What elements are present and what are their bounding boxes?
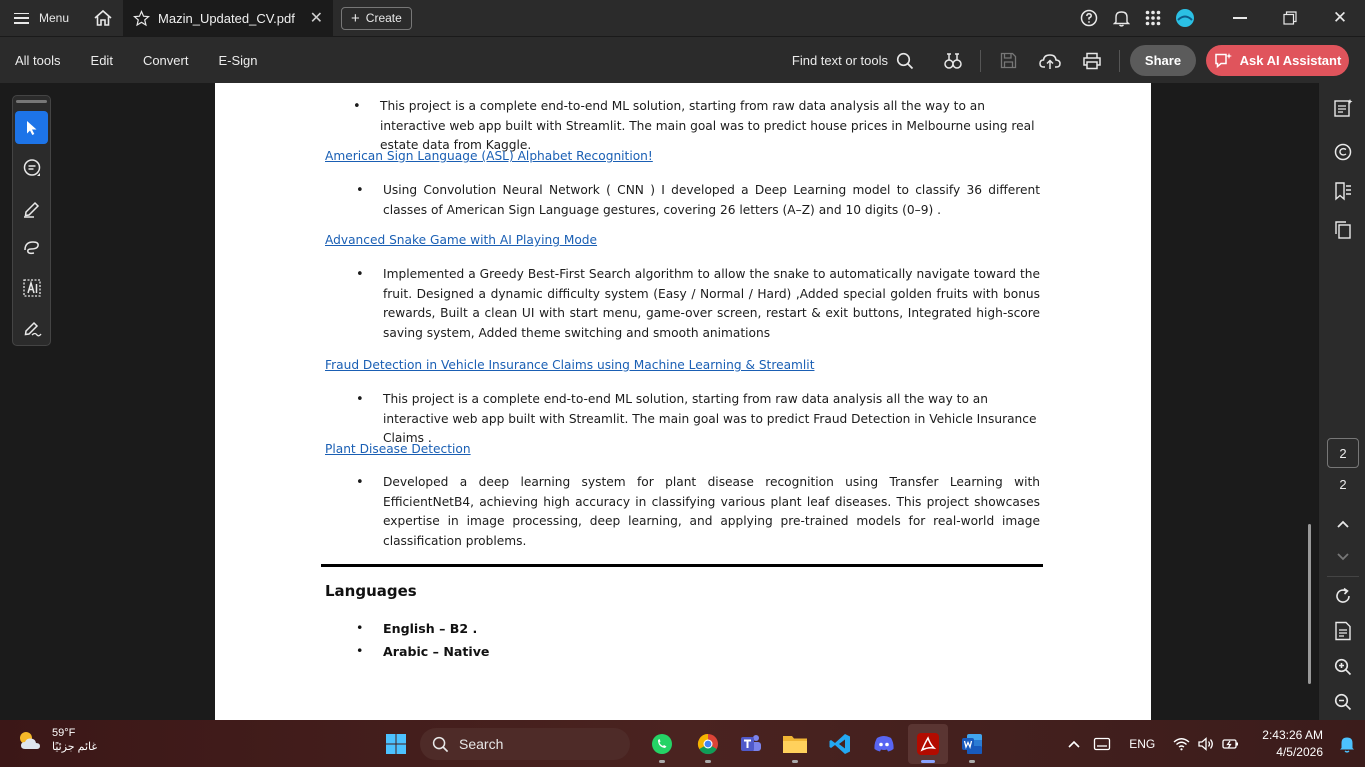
sign-tool[interactable] [15, 311, 48, 344]
notifications-button[interactable] [1333, 720, 1365, 767]
language-item [356, 643, 490, 659]
convert-menu[interactable]: Convert [142, 52, 189, 68]
home-icon [93, 9, 113, 27]
zoom-in-icon [1334, 658, 1352, 676]
language-text: English – B2 . [383, 621, 478, 636]
zoom-out-icon [1334, 693, 1352, 711]
rail-divider [1327, 576, 1359, 577]
project-link-asl[interactable]: American Sign Language (ASL) Alphabet Recognition! [325, 149, 653, 163]
find-text-or-tools[interactable] [792, 52, 914, 70]
chrome-icon [696, 732, 720, 756]
taskbar-chrome[interactable] [688, 724, 728, 764]
windows-logo-icon [385, 733, 407, 755]
profile-avatar[interactable] [1169, 0, 1201, 36]
bullet-dot: • [353, 99, 361, 114]
clock-time: 2:43:26 AM [1262, 727, 1323, 742]
notification-bell-icon [1339, 735, 1355, 753]
clock-date: 4/5/2026 [1276, 744, 1323, 759]
title-bar [0, 0, 1365, 36]
text-box-icon [22, 278, 42, 298]
restore-button[interactable] [1265, 0, 1315, 36]
ask-ai-label: Ask AI Assistant [1239, 53, 1342, 68]
copy-pages-icon [1333, 220, 1353, 240]
help-icon[interactable] [1073, 0, 1105, 36]
menu-label: Menu [39, 11, 70, 25]
volume-icon [1198, 737, 1214, 751]
cloud-upload-icon [1039, 52, 1061, 70]
upload-button[interactable] [1029, 37, 1071, 84]
create-label: Create [365, 11, 402, 25]
find-label: Find text or tools [791, 53, 888, 68]
star-icon[interactable] [133, 10, 150, 27]
next-page-button[interactable] [1331, 545, 1355, 569]
active-indicator [921, 760, 935, 763]
accessibility-icon [943, 51, 963, 71]
battery-charging-icon [1222, 738, 1240, 750]
bullet-text: Implemented a Greedy Best-First Search algorithm to allow the snake to automatically navigate toward the fruit. Designed a dynamic difficulty system (Easy / Normal / Hard) ,Added special golden fruits with bonus rewards, Built a clean UI with start menu, game-over screen, restart & exit buttons, Integrated high-score saving system, Added theme switching and smooth animations [383, 267, 1040, 340]
weather-description: غائم جزئيًا [52, 741, 98, 753]
windows-taskbar [0, 720, 1365, 767]
acrobat-icon [916, 732, 940, 756]
bullet-text: Using Convolution Neural Network ( CNN ) I developed a Deep Learning model to classify 36 different classes of American Sign Language gestures, covering 26 letters (A–Z) and 10 digits (0–9) . [383, 183, 1040, 217]
rotate-button[interactable] [1331, 584, 1355, 608]
plus-icon: + [351, 9, 360, 27]
current-page-input[interactable]: 2 [1327, 438, 1359, 468]
draw-tool[interactable] [15, 231, 48, 264]
taskbar-file-explorer[interactable] [775, 724, 815, 764]
read-aloud-button[interactable] [932, 37, 974, 84]
taskbar-teams[interactable] [731, 724, 771, 764]
project-bullet [356, 473, 1040, 551]
bullet-dot: • [356, 620, 364, 635]
project-link-snake-game[interactable]: Advanced Snake Game with AI Playing Mode [325, 233, 598, 247]
languages-heading: Languages [325, 582, 417, 600]
page-thumbnails-button[interactable] [1331, 218, 1355, 242]
search-icon [432, 736, 449, 753]
project-bullet [356, 265, 1040, 343]
word-icon [960, 732, 984, 756]
close-window-button[interactable] [1315, 0, 1365, 36]
taskbar-word[interactable] [952, 724, 992, 764]
bullet-text: This project is a complete end-to-end ML solution, starting from raw data analysis all the way to an interactive web app built with Streamlit. The main goal was to predict Fraud Detection in Vehicle Insurance Claims . [383, 392, 1037, 446]
chevron-up-icon [1336, 519, 1350, 529]
comment-tool[interactable] [15, 151, 48, 184]
select-tool[interactable] [15, 111, 48, 144]
zoom-in-button[interactable] [1331, 655, 1355, 679]
language-item [356, 620, 478, 636]
bullet-dot: • [356, 475, 364, 490]
weather-widget[interactable] [16, 726, 97, 754]
project-bullet [356, 390, 1040, 449]
create-button[interactable] [341, 7, 412, 30]
ask-ai-assistant-button[interactable] [1206, 45, 1349, 76]
comments-panel-button[interactable] [1331, 140, 1355, 164]
wifi-icon [1173, 737, 1190, 751]
partly-cloudy-icon [16, 728, 44, 752]
esign-menu[interactable]: E-Sign [218, 52, 258, 68]
bullet-dot: • [356, 183, 364, 198]
whatsapp-icon [650, 732, 674, 756]
restore-icon [1283, 11, 1297, 25]
rotate-icon [1334, 587, 1352, 605]
share-button[interactable]: Share [1130, 45, 1196, 76]
project-bullet [353, 97, 1040, 156]
notification-bell-icon[interactable] [1105, 0, 1137, 36]
taskbar-vscode[interactable] [820, 724, 860, 764]
print-button[interactable] [1071, 37, 1113, 84]
search-icon [896, 52, 914, 70]
zoom-out-button[interactable] [1331, 690, 1355, 714]
edit-menu[interactable]: Edit [90, 52, 113, 68]
running-indicator [792, 760, 798, 763]
ai-summary-icon [1333, 98, 1353, 118]
taskbar-discord[interactable] [864, 724, 904, 764]
running-indicator [705, 760, 711, 763]
tab-title: Mazin_Updated_CV.pdf [158, 10, 295, 26]
taskbar-whatsapp[interactable] [642, 724, 682, 764]
cursor-icon [25, 120, 39, 136]
chevron-up-icon [1067, 739, 1081, 749]
chevron-down-icon [1336, 552, 1350, 562]
page-display-button[interactable] [1331, 619, 1355, 643]
search-label: Search [459, 736, 504, 752]
pdf-page[interactable] [215, 83, 1151, 720]
freehand-draw-icon [22, 238, 42, 258]
comment-icon [22, 158, 42, 178]
bookmark-icon [1333, 181, 1353, 201]
right-panel-rail [1318, 83, 1365, 720]
hamburger-icon [14, 13, 29, 24]
bullet-text: This project is a complete end-to-end ML solution, starting from raw data analysis all the way to an interactive web app built with Streamlit. The main goal was to predict house prices in Melbourne using real estate data from Kaggle. [380, 99, 1035, 153]
project-bullet [356, 181, 1040, 220]
project-link-plant-disease[interactable]: Plant Disease Detection [325, 442, 471, 456]
section-divider [321, 564, 1043, 567]
toolbar-divider [980, 50, 981, 72]
taskbar-acrobat[interactable] [908, 724, 948, 764]
ai-summary-button[interactable] [1331, 96, 1355, 120]
monitor-icon [1093, 737, 1111, 751]
display-tray-button[interactable] [1087, 720, 1117, 767]
minimize-button[interactable] [1215, 0, 1265, 36]
comments-icon [1333, 142, 1353, 162]
rail-drag-handle[interactable] [16, 100, 47, 103]
folder-icon [782, 733, 808, 755]
ai-assistant-icon [1214, 52, 1233, 70]
vertical-scrollbar[interactable] [1308, 524, 1311, 684]
total-pages: 2 [1339, 477, 1347, 492]
teams-icon [739, 732, 763, 756]
vscode-icon [828, 732, 852, 756]
document-tab[interactable] [123, 0, 333, 36]
printer-icon [1082, 52, 1102, 70]
toolbar-divider [1119, 50, 1120, 72]
text-select-tool[interactable] [15, 271, 48, 304]
discord-icon [872, 732, 896, 756]
previous-page-button[interactable] [1331, 512, 1355, 536]
home-button[interactable] [83, 0, 123, 36]
highlighter-icon [22, 198, 42, 218]
temperature: 59°F [52, 727, 76, 739]
page-fit-icon [1334, 621, 1352, 641]
network-volume-battery[interactable] [1167, 720, 1246, 767]
close-window-icon: ✕ [1332, 8, 1348, 27]
signature-pen-icon [22, 318, 42, 338]
project-link-fraud-detection[interactable]: Fraud Detection in Vehicle Insurance Claims using Machine Learning & Streamlit [325, 358, 815, 372]
running-indicator [969, 760, 975, 763]
main-toolbar [0, 36, 1365, 83]
apps-grid-icon[interactable] [1137, 0, 1169, 36]
system-clock[interactable] [1246, 727, 1333, 761]
minimize-icon [1233, 17, 1247, 19]
show-hidden-icons-button[interactable] [1061, 720, 1087, 767]
save-button[interactable] [987, 37, 1029, 84]
close-tab-icon[interactable]: ✕ [309, 10, 324, 27]
bullet-dot: • [356, 392, 364, 407]
taskbar-search[interactable] [420, 728, 630, 760]
quick-tools-rail [12, 95, 51, 346]
start-button[interactable] [376, 724, 416, 764]
bullet-dot: • [356, 643, 364, 658]
menu-button[interactable] [0, 0, 83, 36]
bookmarks-panel-button[interactable] [1331, 179, 1355, 203]
all-tools-menu[interactable]: All tools [15, 52, 61, 68]
input-language-indicator[interactable]: ENG [1129, 736, 1156, 751]
running-indicator [659, 760, 665, 763]
language-text: Arabic – Native [383, 644, 490, 659]
bullet-dot: • [356, 267, 364, 282]
bullet-text: Developed a deep learning system for plant disease recognition using Transfer Learning with EfficientNetB4, achieving high accuracy in classifying various plant leaf diseases. This project showcases expertise in image processing, deep learning, and applying pre-trained models for real-world image classification problems. [383, 475, 1040, 548]
highlight-tool[interactable] [15, 191, 48, 224]
system-tray [1061, 720, 1365, 767]
save-icon [1000, 52, 1017, 69]
